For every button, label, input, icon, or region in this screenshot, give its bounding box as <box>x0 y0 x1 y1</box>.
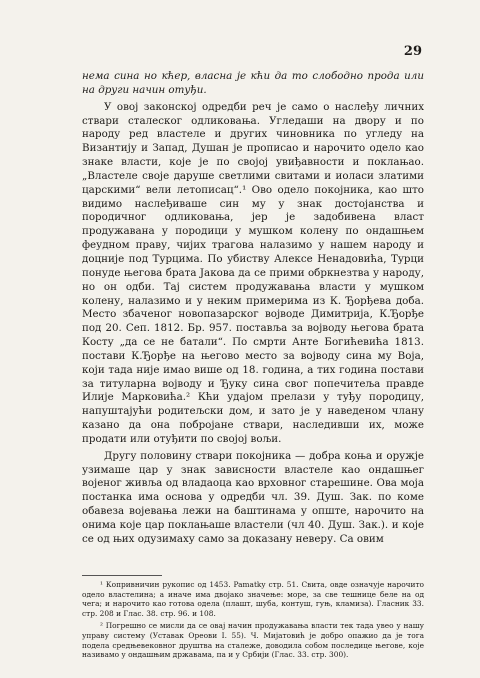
paragraph-horse-and-arms: Другу половину ствари покојника — добра коња и оружје узимаше цар у знак зависности властеле као ондашњег војеног живља од владаоца као врховног старешине. Ова моја постанка има основа у одредби чл. 39. Душ. Зак. по коме обавеза војевања лежи на баштинама у опште, нарочито на онима које цар поклањаше властели (чл 40. Душ. Зак.). и које се од њих одузимаху само за доказану неверу. Са овим <box>82 449 424 545</box>
body-text <box>82 70 424 547</box>
paragraph-clothing-inheritance: У овој законској одредби реч је само о наслеђу личних ствари сталеског одликовања. Угледаши на двору и по народу ред властеле и других чиновника по угледу на Византију и Запад, Душан је прописао и нарочито одело као знаке власти, које је по својој увиђавности и поклањао. „Властеле своје даруше светлими свитами и иоласи златими царскими“ вели летописац“.¹ Ово одело покојника, као што видимо наслеђиваше син му у знак достојанства и породичног одликовања, јер је задобивена власт продужавана у породици у мушком колену по ондашњем феудном праву, чијих трагова налазимо у нашем народу и доцније под Турцима. По убиству Алексе Ненадовића, Турци понуде његова брата Јакова да се прими обркнезтва у народу, но он одби. Тај систем продужавања власти у мушком колену, налазимо и у неким примерима из К. Ђорђева доба. Место збаченог новопазарског војводе Димитрија, К.Ђорђе под 20. Сеп. 1812. Бр. 957. поставља за војводу његова брата Косту „да се не батали“. По смрти Анте Богићевића 1813. постави К.Ђорђе на његово место за војводу сина му Воја, који тада није имао више од 18. година, а тих година постави за титуларна војводу и Ђуку сина свог попечитеља правде Илије Марковића.² Кћи удајом прелази у туђу породицу, напуштајући родитељски дом, и зато је у наведеном члану казано да она побројане ствари, наследивши их, може продати или отуђити по својој вољи. <box>82 100 424 445</box>
footnote-1: ¹ Копривничин рукопис од 1453. Pamatky стр. 51. Свита, овде означује нарочито одело властелина; а иначе има двојако значење: море, за све тешнице беле на од чега; и нарочито као готова одела (плашт, шуба, контуш, гуњ, кламиза). Гласник 33. стр. 208 и Глас. 38. стр. 96. и 108. <box>82 580 424 618</box>
footnote-divider <box>82 575 162 576</box>
page-number: 29 <box>403 44 422 59</box>
footnotes <box>82 580 424 660</box>
paragraph-continuation: нема сина но кћер, власна је кћи да то слободно прода или на други начин отуђи. <box>82 70 424 96</box>
footnote-2: ² Погрешно се мисли да се овај начин продужавања власти тек тада увео у нашу управу систему (Уставак Ореови I. 55). Ч. Мијатовић је добро опажио да је тога подела средњевековног друштва на сталеже, доводила собом последице његове, које називамо у ондашњим државама, па и у Србији (Глас. 33. стр. 300). <box>82 621 424 660</box>
